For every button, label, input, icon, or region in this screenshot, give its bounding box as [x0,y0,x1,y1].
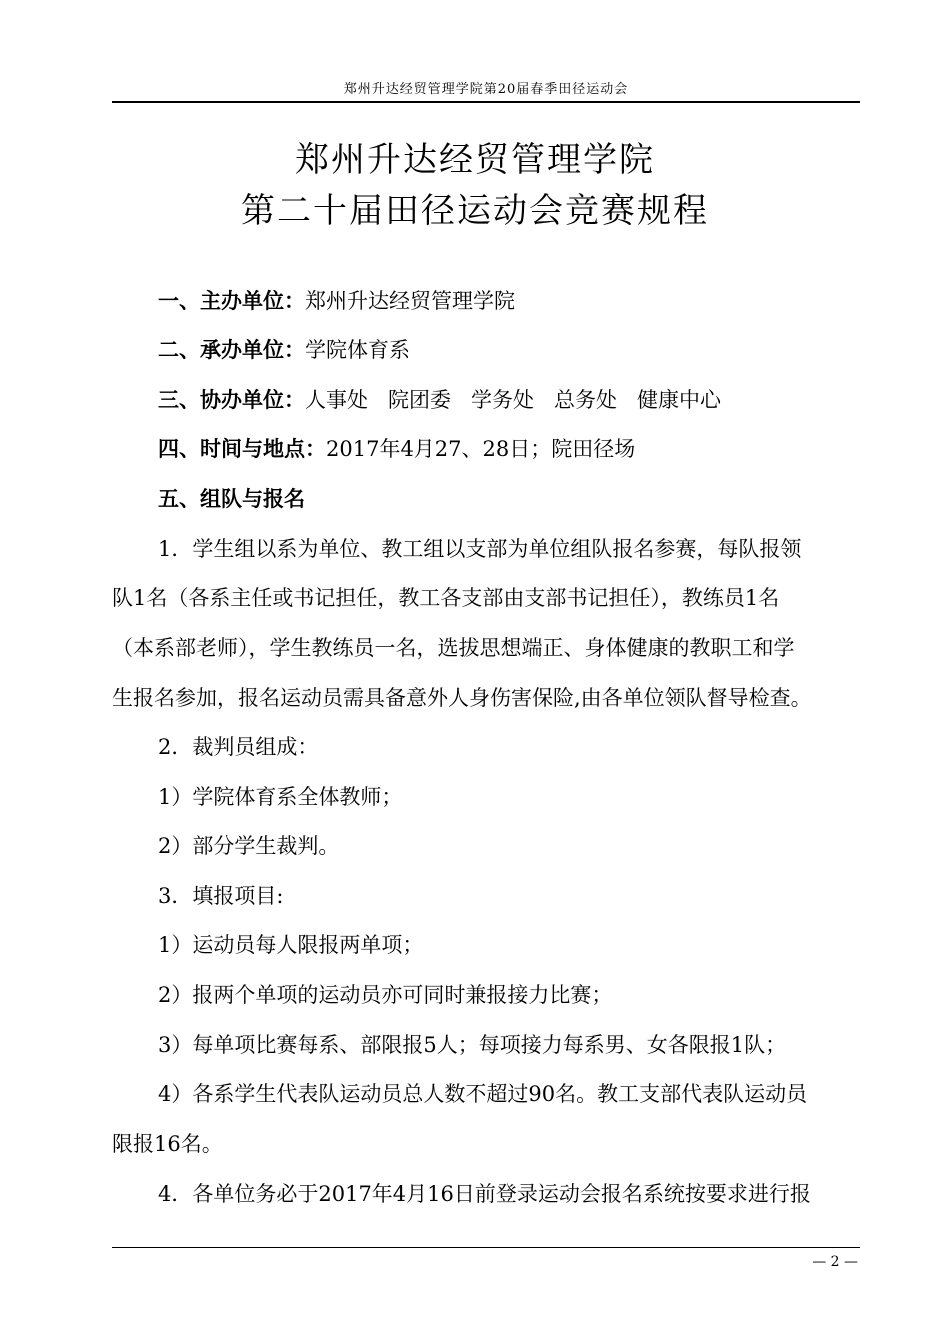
section-label: 四、时间与地点： [158,437,326,461]
header-rule [112,101,860,103]
section-time-place [112,434,906,464]
section-host [112,335,906,365]
document-title-line-2: 第二十届田径运动会竞赛规程 [241,191,709,231]
paragraph-line: 3．填报项目: [158,884,284,908]
paragraph-line: 1．学生组以系为单位、教工组以支部为单位组队报名参赛，每队报领 [158,537,802,561]
section-assist [112,385,906,415]
section-label: 二、承办单位： [158,338,305,362]
paragraph-line: 1）学院体育系全体教师； [158,785,403,809]
section-label: 三、协办单位： [158,388,305,412]
paragraph-line: 2）报两个单项的运动员亦可同时兼报接力比赛； [158,983,613,1007]
paragraph-line: 4．各单位务必于2017年4月16日前登录运动会报名系统按要求进行报 [158,1182,811,1206]
section-value: 郑州升达经贸管理学院 [305,289,515,313]
paragraph-line: 限报16名。 [112,1132,223,1156]
paragraph-line: （本系部老师），学生教练员一名，选拔思想端正、身体健康的教职工和学 [112,636,795,660]
paragraph-line: 2．裁判员组成： [158,735,319,759]
assist-unit: 健康中心 [637,388,721,412]
footer-rule [112,1247,860,1248]
document-title-line-1: 郑州升达经贸管理学院 [295,140,655,180]
assist-unit: 人事处 [305,388,368,412]
paragraph-line: 2）部分学生裁判。 [158,834,340,858]
section-value: 2017年4月27、28日；院田径场 [326,437,636,461]
assist-unit: 总务处 [554,388,617,412]
section-value: 学院体育系 [305,338,410,362]
assist-unit: 院团委 [388,388,451,412]
page-number: — 2 — [812,1254,858,1270]
paragraph-line: 4）各系学生代表队运动员总人数不超过90名。教工支部代表队运动员 [158,1082,808,1106]
section-team-heading: 五、组队与报名 [158,487,305,511]
paragraph-line: 1）运动员每人限报两单项； [158,933,424,957]
paragraph-line: 生报名参加，报名运动员需具备意外人身伤害保险,由各单位领队督导检查。 [112,686,812,710]
paragraph-line: 队1名（各系主任或书记担任，教工各支部由支部书记担任），教练员1名 [112,586,780,610]
assist-unit: 学务处 [471,388,534,412]
section-label: 一、主办单位： [158,289,305,313]
section-organizer [112,286,906,316]
paragraph-line: 3）每单项比赛每系、部限报5人；每项接力每系男、女各限报1队； [158,1033,787,1057]
running-header: 郑州升达经贸管理学院第20届春季田径运动会 [343,82,629,97]
